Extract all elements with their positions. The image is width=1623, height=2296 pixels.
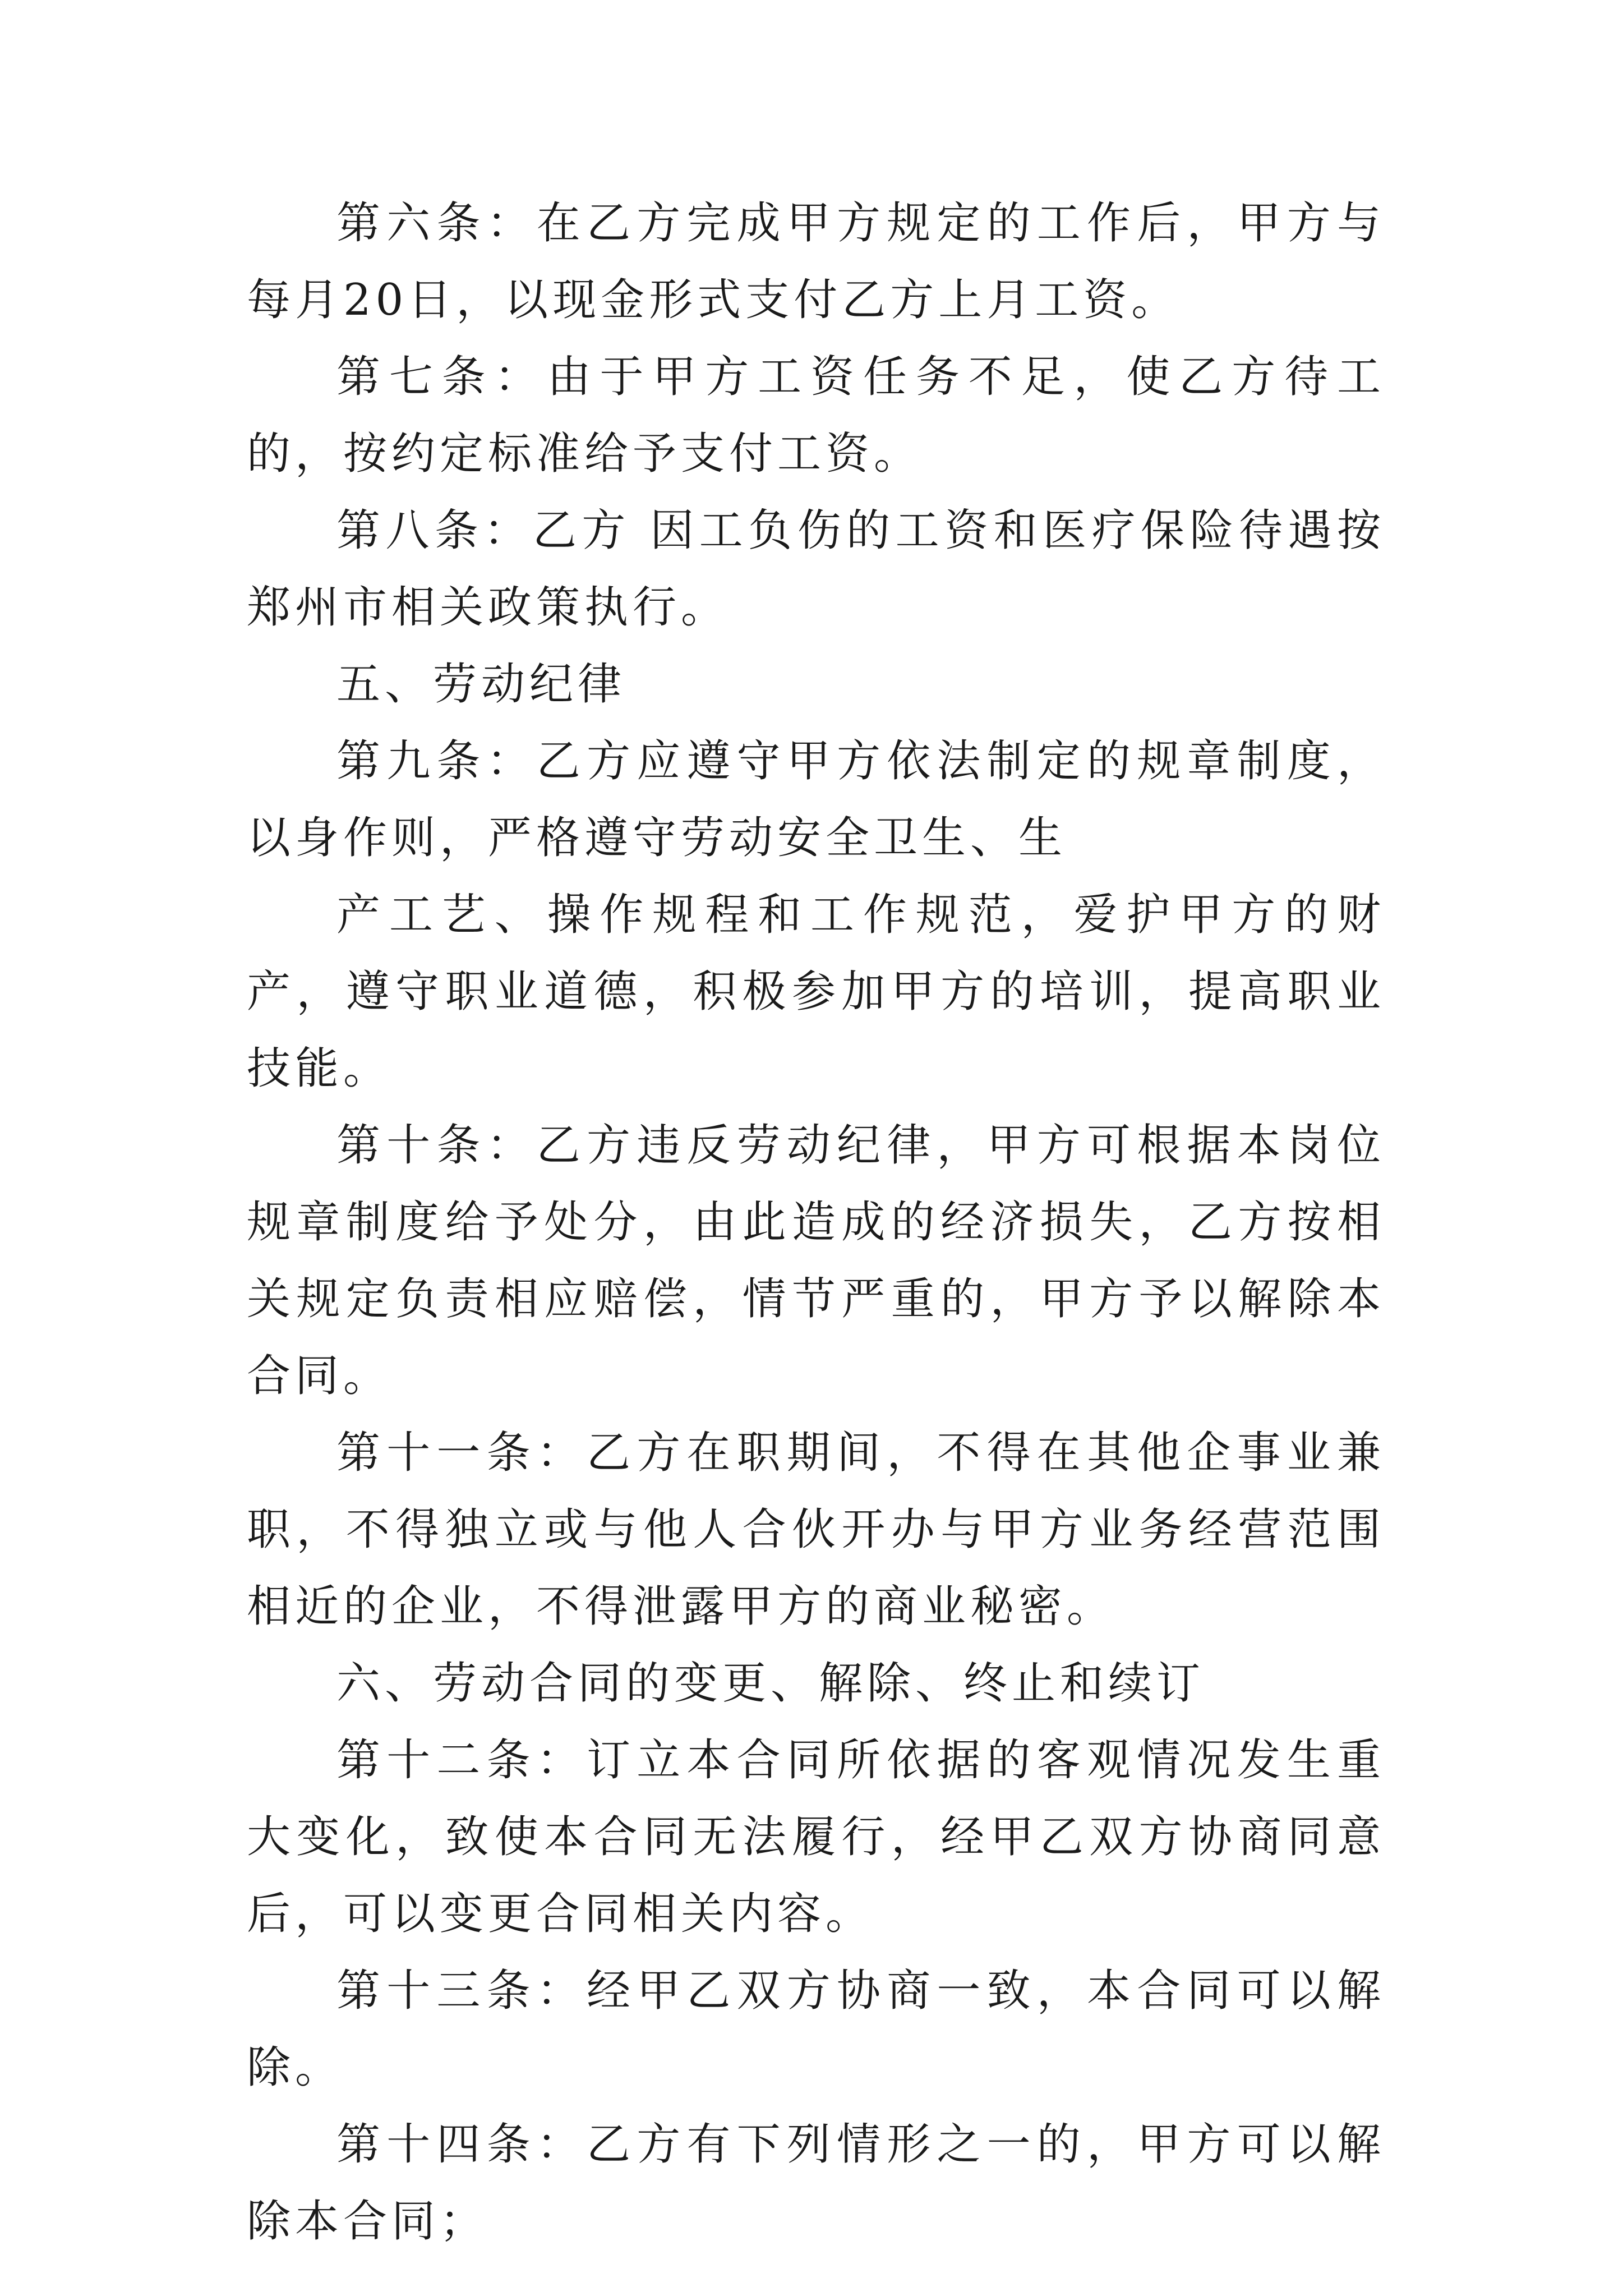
article-11: 第十一条：乙方在职期间，不得在其他企事业兼职，不得独立或与他人合伙开办与甲方业务经营范围相近的企业，不得泄露甲方的商业秘密。: [247, 1428, 1385, 1632]
article-7: 第七条：由于甲方工资任务不足，使乙方待工的，按约定标准给予支付工资。: [247, 352, 1385, 479]
article-9-part-2: 产工艺、操作规程和工作规范，爱护甲方的财产，遵守职业道德，积极参加甲方的培训，提高职业技能。: [247, 890, 1385, 1094]
document-body: [247, 185, 1385, 2260]
section-5-heading: 五、劳动纪律: [336, 659, 626, 710]
article-14: 第十四条：乙方有下列情形之一的，甲方可以解除本合同；: [247, 2119, 1385, 2247]
article-6: 第六条：在乙方完成甲方规定的工作后，甲方与每月20日，以现金形式支付乙方上月工资。: [247, 198, 1385, 325]
article-10: 第十条：乙方违反劳动纪律，甲方可根据本岗位规章制度给予处分，由此造成的经济损失，乙方按相关规定负责相应赔偿，情节严重的，甲方予以解除本合同。: [247, 1120, 1385, 1401]
article-8: 第八条：乙方 因工负伤的工资和医疗保险待遇按郑州市相关政策执行。: [247, 505, 1385, 633]
section-6-heading: 六、劳动合同的变更、解除、终止和续订: [336, 1658, 1205, 1709]
article-12: 第十二条：订立本合同所依据的客观情况发生重大变化，致使本合同无法履行，经甲乙双方协商同意后，可以变更合同相关内容。: [247, 1735, 1385, 1939]
article-13: 第十三条：经甲乙双方协商一致，本合同可以解除。: [247, 1966, 1385, 2093]
article-9-part-1: 第九条：乙方应遵守甲方依法制定的规章制度，以身作则，严格遵守劳动安全卫生、生: [247, 736, 1385, 863]
